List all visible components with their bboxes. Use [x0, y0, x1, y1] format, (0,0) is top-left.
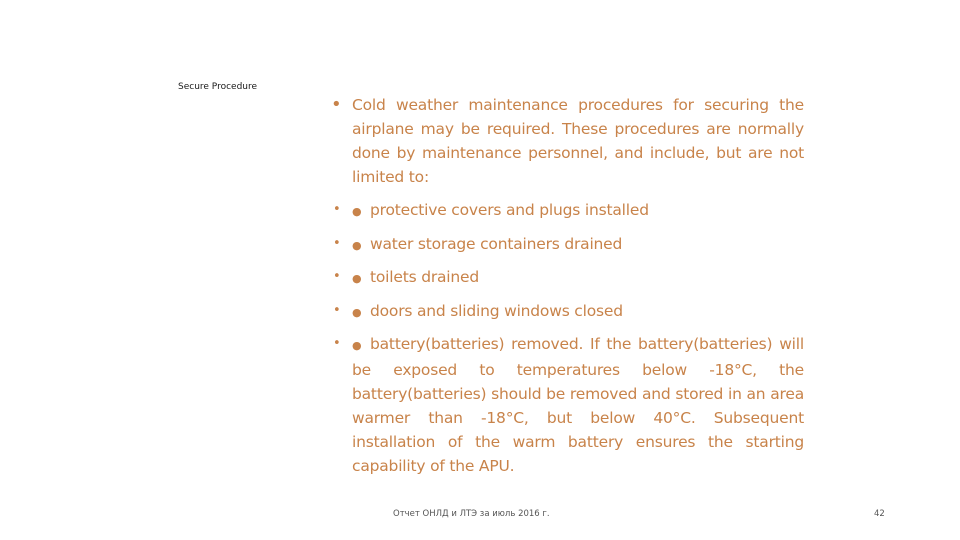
bullet-icon: • [333, 202, 341, 217]
list-item [330, 265, 804, 291]
bullet-list [330, 93, 804, 486]
dot-icon: ● [352, 205, 362, 218]
list-item-text: doors and sliding windows closed [370, 301, 623, 320]
list-item-text: water storage containers drained [370, 234, 623, 253]
intro-text: Cold weather maintenance procedures for securing the airplane may be required. These procedures are normally done by maintenance personnel, and include, but are not limited to: [352, 96, 804, 186]
list-item [330, 198, 804, 224]
page-number: 42 [874, 509, 885, 519]
bullet-icon: • [333, 269, 341, 284]
list-item-text: protective covers and plugs installed [370, 201, 649, 219]
slide-title: Secure Procedure [178, 82, 258, 92]
dot-icon: ● [352, 238, 362, 252]
bullet-icon: • [331, 94, 342, 115]
bullet-icon: • [333, 302, 341, 318]
list-item-text: battery(batteries) removed. If the battery(batteries) will be exposed to temperatures below -18°C, the battery(batteries) should be removed and stored in an area warmer than -18°C, but below 40°C. Subsequent installation of the warm battery ensures the starting capability of the APU. [352, 335, 804, 475]
dot-icon: ● [352, 272, 362, 285]
dot-icon: ● [352, 305, 362, 319]
intro-paragraph [330, 93, 804, 189]
bullet-icon: • [333, 336, 341, 351]
list-item [330, 299, 804, 325]
list-item-text: toilets drained [370, 268, 480, 286]
dot-icon: ● [352, 339, 362, 352]
bullet-icon: • [333, 235, 341, 251]
list-item [330, 232, 804, 258]
list-item [330, 332, 804, 478]
footer-text: Отчет ОНЛД и ЛТЭ за июль 2016 г. [393, 509, 550, 519]
